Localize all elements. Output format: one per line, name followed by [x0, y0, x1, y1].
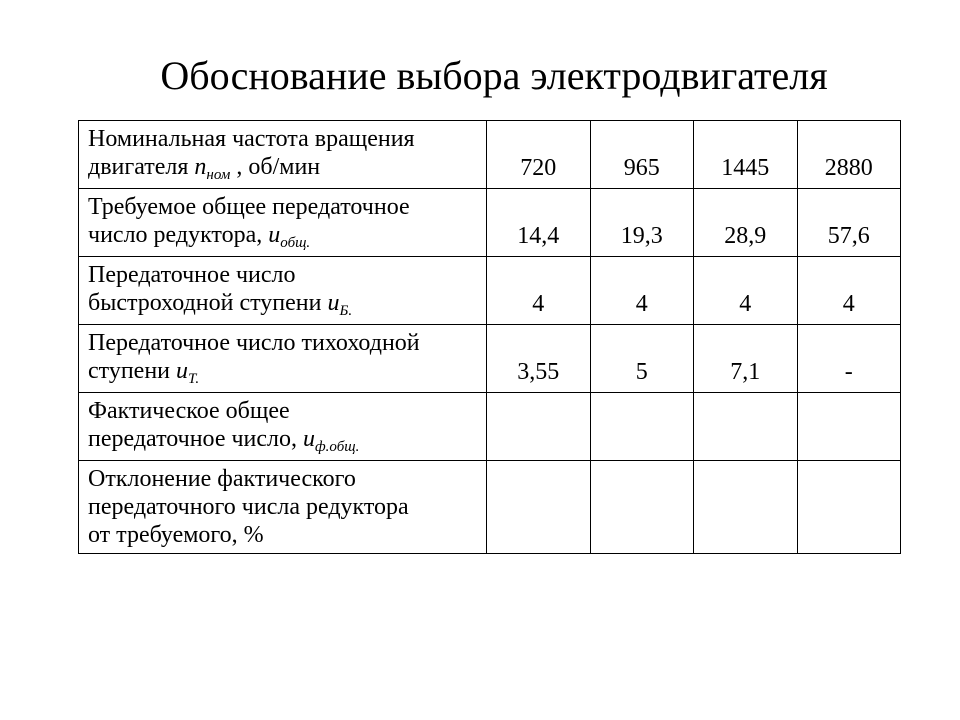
symbol: u — [176, 358, 189, 384]
label-line: быстроходной ступени — [88, 290, 328, 316]
row-label — [79, 393, 487, 461]
table-cell: 7,1 — [694, 325, 798, 393]
table-cell: 5 — [590, 325, 694, 393]
table-row — [79, 461, 901, 554]
label-line: ступени — [88, 358, 177, 384]
table-cell: 3,55 — [487, 325, 591, 393]
table-cell — [694, 461, 798, 554]
table-cell: 19,3 — [590, 189, 694, 257]
subscript: Т. — [188, 371, 200, 387]
symbol: u — [327, 290, 340, 316]
table-cell — [694, 393, 798, 461]
label-line: Отклонение фактического — [88, 466, 356, 492]
subscript: ф.общ. — [315, 439, 360, 455]
label-line: Номинальная частота вращения — [88, 126, 415, 152]
table-cell: 965 — [590, 121, 694, 189]
table-cell: 4 — [590, 257, 694, 325]
motor-selection-table — [78, 120, 901, 554]
table-cell: 720 — [487, 121, 591, 189]
table-row — [79, 121, 901, 189]
row-label — [79, 461, 487, 554]
table-cell — [797, 393, 901, 461]
label-line: число редуктора, — [88, 222, 269, 248]
symbol: u — [268, 222, 281, 248]
slide-title: Обоснование выбора электродвигателя — [160, 53, 828, 98]
label-line: Требуемое общее передаточное — [88, 194, 410, 220]
table-cell: 57,6 — [797, 189, 901, 257]
table-cell — [797, 461, 901, 554]
table-cell: 1445 — [694, 121, 798, 189]
table-cell: 4 — [487, 257, 591, 325]
label-line: Передаточное число — [88, 262, 296, 288]
subscript: ном — [206, 167, 231, 183]
table-cell — [590, 393, 694, 461]
label-tail: , об/мин — [230, 154, 321, 180]
label-line: Фактическое общее — [88, 398, 290, 424]
table-cell — [590, 461, 694, 554]
table-row — [79, 393, 901, 461]
label-line: передаточное число, — [88, 426, 304, 452]
table-cell: 28,9 — [694, 189, 798, 257]
label-line: передаточного числа редуктора — [88, 494, 409, 520]
subscript: общ. — [280, 235, 311, 251]
table-cell — [487, 393, 591, 461]
row-label — [79, 257, 487, 325]
table-cell: 2880 — [797, 121, 901, 189]
table-cell: 4 — [694, 257, 798, 325]
subscript: Б. — [339, 303, 353, 319]
symbol: u — [303, 426, 316, 452]
table-row — [79, 189, 901, 257]
table-cell: 4 — [797, 257, 901, 325]
symbol: n — [194, 154, 207, 180]
table-cell: 14,4 — [487, 189, 591, 257]
table-cell — [487, 461, 591, 554]
row-label — [79, 121, 487, 189]
table-cell: - — [797, 325, 901, 393]
row-label — [79, 325, 487, 393]
label-line: от требуемого, % — [88, 522, 264, 548]
table-row — [79, 325, 901, 393]
row-label — [79, 189, 487, 257]
label-line: двигателя — [88, 154, 195, 180]
label-line: Передаточное число тихоходной — [88, 330, 420, 356]
table-row — [79, 257, 901, 325]
